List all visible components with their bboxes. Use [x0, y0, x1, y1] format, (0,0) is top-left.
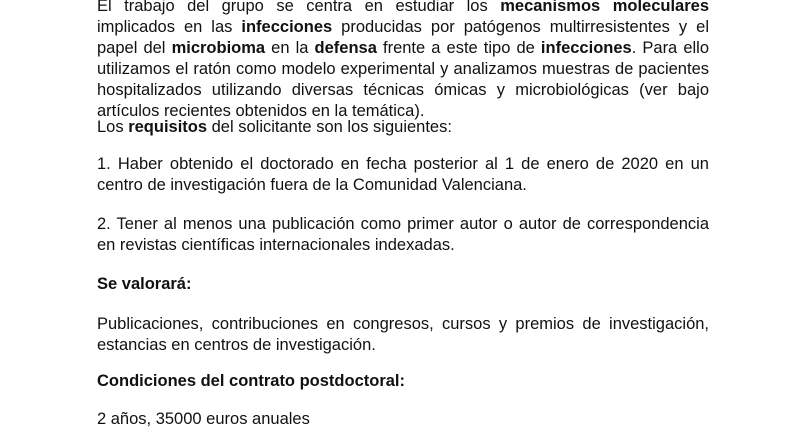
valued-heading [97, 274, 709, 295]
bold-infecciones: infecciones [241, 18, 333, 36]
bold-infecciones-2: infecciones [540, 39, 632, 57]
requirements-post: del solicitante son los siguientes: [207, 118, 452, 136]
intro-text-6: . Para ello utilizamos el ratón como modelo experimental y analizamos muestras de pacientes hospitalizados utilizando diversas técnicas ómicas y microbiológicas (ver bajo artículos recientes obtenidos en la temática). [97, 39, 710, 120]
valued-heading-text: Se valorará: [97, 275, 192, 293]
conditions-heading-text: Condiciones del contrato postdoctoral: [97, 372, 406, 390]
bold-requisitos: requisitos [128, 118, 208, 136]
intro-text-2: implicados en las [97, 18, 242, 36]
intro-paragraph [97, 0, 709, 122]
conditions-partial-line: 2 años, 35000 euros anuales [97, 410, 310, 428]
bold-defensa: defensa [314, 39, 377, 57]
bold-microbioma: microbioma [171, 39, 266, 57]
intro-text-1: El trabajo del grupo se centra en estudiar los [97, 0, 501, 15]
intro-text-4: en la [265, 39, 315, 57]
requirements-intro [97, 117, 709, 138]
intro-text-5: frente a este tipo de [376, 39, 541, 57]
requirement-item-1: 1. Haber obtenido el doctorado en fecha posterior al 1 de enero de 2020 en un centro de investigación fuera de la Comunidad Valenciana. [97, 155, 709, 194]
requirements-pre: Los [97, 118, 129, 136]
valued-paragraph: Publicaciones, contribuciones en congresos, cursos y premios de investigación, estancias en centros de investigación. [97, 315, 709, 354]
bold-mecanismos: mecanismos moleculares [500, 0, 709, 15]
conditions-heading [97, 371, 709, 392]
requirement-item-2: 2. Tener al menos una publicación como primer autor o autor de correspondencia en revistas científicas internacionales indexadas. [97, 215, 709, 254]
intro-text-3: producidas por patógenos multirresistentes y el papel del [97, 18, 709, 57]
